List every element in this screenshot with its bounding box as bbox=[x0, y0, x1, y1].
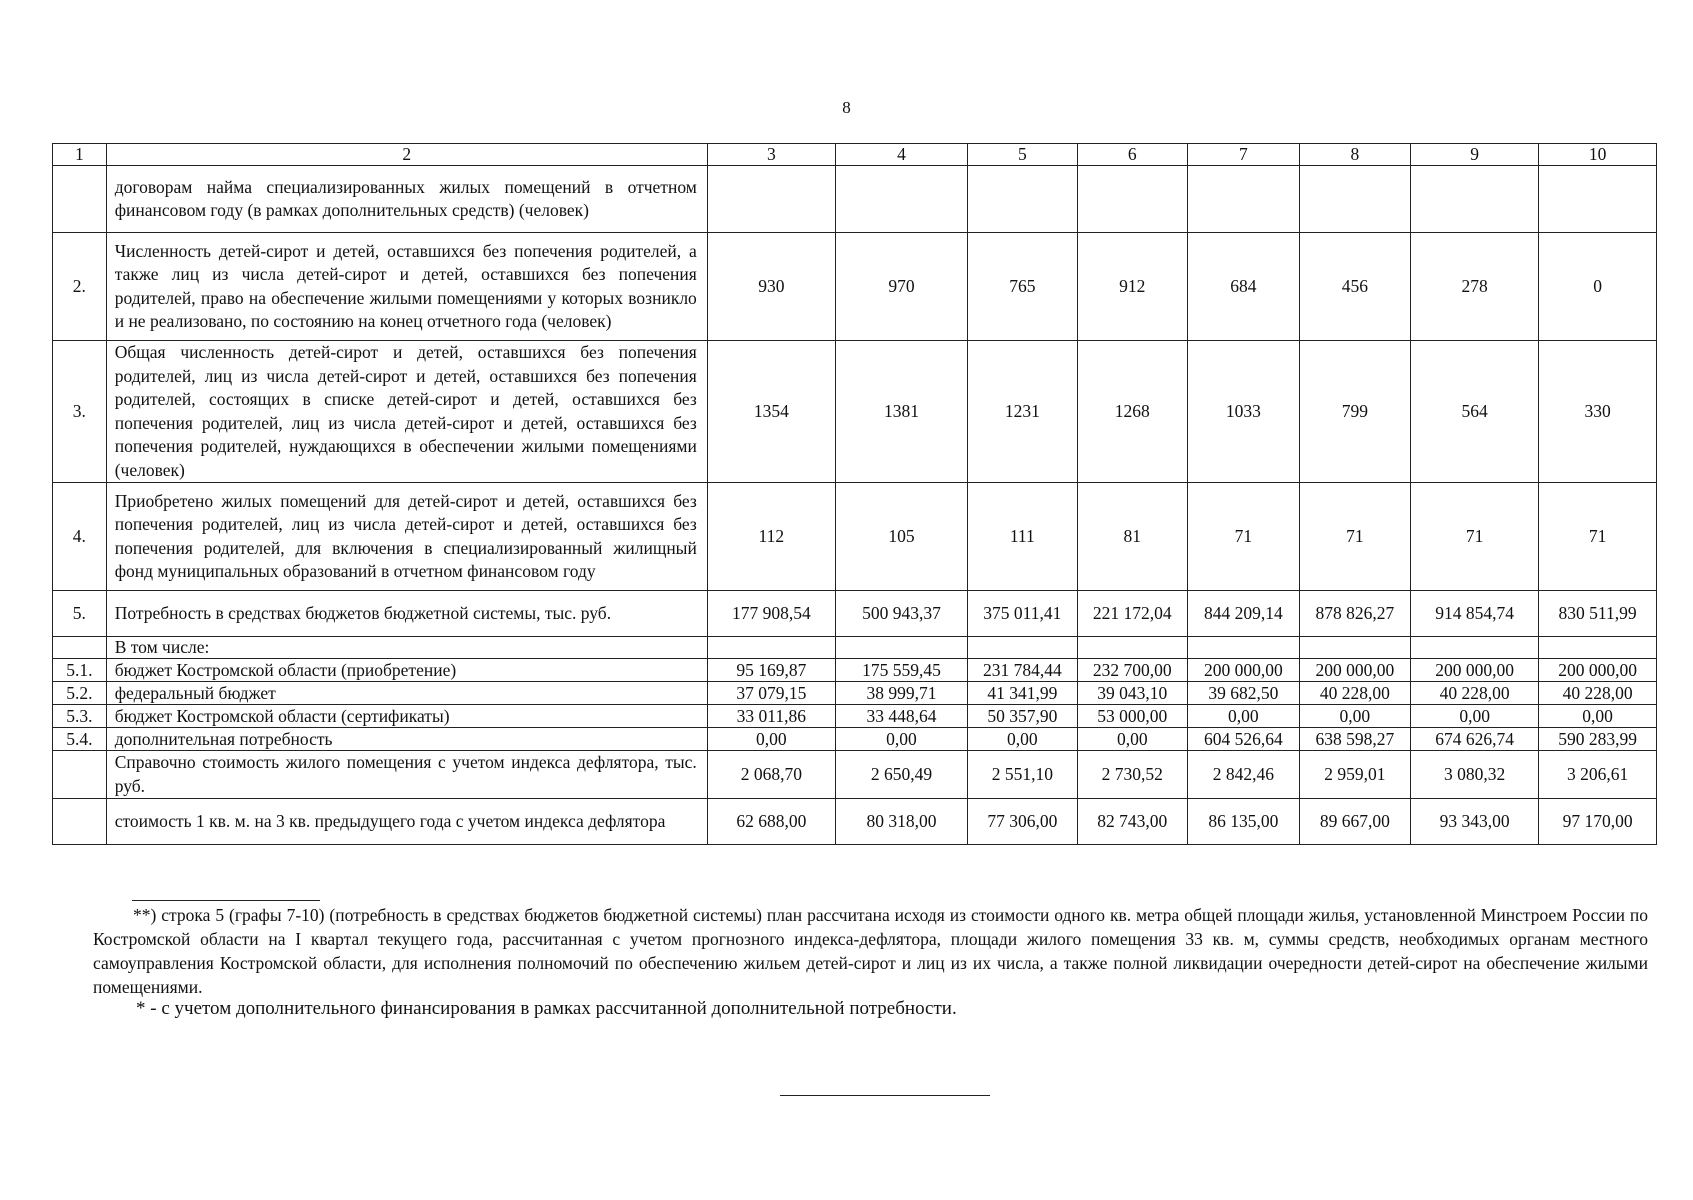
value-cell: 89 667,00 bbox=[1299, 799, 1411, 845]
value-cell: 2 551,10 bbox=[968, 751, 1077, 799]
value-cell bbox=[1411, 166, 1539, 233]
value-cell: 200 000,00 bbox=[1188, 659, 1300, 682]
value-cell: 912 bbox=[1077, 233, 1188, 341]
value-cell bbox=[1299, 637, 1411, 659]
value-cell: 112 bbox=[707, 483, 835, 591]
value-cell: 71 bbox=[1299, 483, 1411, 591]
value-cell: 2 842,46 bbox=[1188, 751, 1300, 799]
value-cell: 105 bbox=[835, 483, 967, 591]
value-cell: 200 000,00 bbox=[1411, 659, 1539, 682]
value-cell: 0,00 bbox=[1188, 705, 1300, 728]
column-header: 1 bbox=[53, 144, 107, 166]
value-cell bbox=[1539, 166, 1657, 233]
table-row bbox=[53, 233, 1657, 341]
table-row bbox=[53, 637, 1657, 659]
value-cell: 80 318,00 bbox=[835, 799, 967, 845]
value-cell: 177 908,54 bbox=[707, 591, 835, 637]
value-cell: 231 784,44 bbox=[968, 659, 1077, 682]
table-row bbox=[53, 728, 1657, 751]
value-cell: 41 341,99 bbox=[968, 682, 1077, 705]
value-cell: 82 743,00 bbox=[1077, 799, 1188, 845]
row-description: Справочно стоимость жилого помещения с учетом индекса дефлятора, тыс. руб. bbox=[106, 751, 707, 799]
value-cell: 590 283,99 bbox=[1539, 728, 1657, 751]
value-cell bbox=[1077, 637, 1188, 659]
value-cell bbox=[968, 166, 1077, 233]
value-cell: 0,00 bbox=[707, 728, 835, 751]
value-cell: 2 068,70 bbox=[707, 751, 835, 799]
end-divider bbox=[780, 1095, 990, 1096]
value-cell: 71 bbox=[1539, 483, 1657, 591]
value-cell: 77 306,00 bbox=[968, 799, 1077, 845]
value-cell: 86 135,00 bbox=[1188, 799, 1300, 845]
value-cell: 53 000,00 bbox=[1077, 705, 1188, 728]
value-cell: 278 bbox=[1411, 233, 1539, 341]
column-header: 2 bbox=[106, 144, 707, 166]
value-cell: 3 206,61 bbox=[1539, 751, 1657, 799]
value-cell: 0,00 bbox=[835, 728, 967, 751]
row-description: Численность детей-сирот и детей, оставшихся без попечения родителей, а также лиц из числа детей-сирот и детей, оставшихся без попечения родителей, право на обеспечение жилыми помещениями у которых возникло и не реализовано, по состоянию на конец отчетного года (человек) bbox=[106, 233, 707, 341]
value-cell: 3 080,32 bbox=[1411, 751, 1539, 799]
row-description: В том числе: bbox=[106, 637, 707, 659]
row-description: дополнительная потребность bbox=[106, 728, 707, 751]
value-cell: 175 559,45 bbox=[835, 659, 967, 682]
value-cell bbox=[968, 637, 1077, 659]
value-cell: 62 688,00 bbox=[707, 799, 835, 845]
column-header: 3 bbox=[707, 144, 835, 166]
value-cell bbox=[707, 166, 835, 233]
value-cell: 330 bbox=[1539, 341, 1657, 483]
row-number: 3. bbox=[53, 341, 107, 483]
row-description: Общая численность детей-сирот и детей, оставшихся без попечения родителей, лиц из числа детей-сирот и детей, оставшихся без попечения родителей, состоящих в списке детей-сирот и детей, оставшихся без попечения родителей, лиц из числа детей-сирот и детей, оставшихся без попечения родителей, нуждающихся в обеспечении жилыми помещениями (человек) bbox=[106, 341, 707, 483]
value-cell: 33 011,86 bbox=[707, 705, 835, 728]
value-cell: 914 854,74 bbox=[1411, 591, 1539, 637]
value-cell: 39 043,10 bbox=[1077, 682, 1188, 705]
value-cell: 878 826,27 bbox=[1299, 591, 1411, 637]
value-cell: 970 bbox=[835, 233, 967, 341]
row-number bbox=[53, 637, 107, 659]
value-cell: 564 bbox=[1411, 341, 1539, 483]
value-cell: 674 626,74 bbox=[1411, 728, 1539, 751]
value-cell: 71 bbox=[1411, 483, 1539, 591]
row-description: Приобретено жилых помещений для детей-сирот и детей, оставшихся без попечения родителей, лиц из числа детей-сирот и детей, оставшихся без попечения родителей, для включения в специализированный жилищный фонд муниципальных образований в отчетном финансовом году bbox=[106, 483, 707, 591]
footnote-2: * - с учетом дополнительного финансирования в рамках рассчитанной дополнительной потребности. bbox=[136, 998, 957, 1019]
value-cell: 765 bbox=[968, 233, 1077, 341]
value-cell: 1231 bbox=[968, 341, 1077, 483]
value-cell bbox=[835, 637, 967, 659]
value-cell bbox=[1411, 637, 1539, 659]
value-cell: 221 172,04 bbox=[1077, 591, 1188, 637]
value-cell: 799 bbox=[1299, 341, 1411, 483]
column-header: 9 bbox=[1411, 144, 1539, 166]
value-cell: 2 959,01 bbox=[1299, 751, 1411, 799]
row-number: 4. bbox=[53, 483, 107, 591]
column-header: 5 bbox=[968, 144, 1077, 166]
footnote-1: **) строка 5 (графы 7-10) (потребность в средствах бюджетов бюджетной системы) план рассчитана исходя из стоимости одного кв. метра общей площади жилья, установленной Минстроем России по Костромской области на I квартал текущего года, рассчитанная с учетом прогнозного индекса-дефлятора, площади жилого помещения 33 кв. м, суммы средств, необходимых органам местного самоуправления Костромской области, для исполнения полномочий по обеспечению жильем детей-сирот и лиц из их числа, а также полной ликвидации очередности детей-сирот на обеспечение жилыми помещениями. bbox=[93, 905, 1648, 997]
value-cell: 38 999,71 bbox=[835, 682, 967, 705]
value-cell: 33 448,64 bbox=[835, 705, 967, 728]
value-cell: 930 bbox=[707, 233, 835, 341]
value-cell: 95 169,87 bbox=[707, 659, 835, 682]
value-cell: 71 bbox=[1188, 483, 1300, 591]
value-cell: 111 bbox=[968, 483, 1077, 591]
value-cell bbox=[1188, 637, 1300, 659]
row-description: Потребность в средствах бюджетов бюджетной системы, тыс. руб. bbox=[106, 591, 707, 637]
value-cell: 1354 bbox=[707, 341, 835, 483]
value-cell: 500 943,37 bbox=[835, 591, 967, 637]
value-cell bbox=[1188, 166, 1300, 233]
value-cell: 1033 bbox=[1188, 341, 1300, 483]
column-header: 8 bbox=[1299, 144, 1411, 166]
value-cell: 0,00 bbox=[1539, 705, 1657, 728]
column-header: 10 bbox=[1539, 144, 1657, 166]
footnote-divider bbox=[132, 900, 320, 901]
value-cell: 0,00 bbox=[1077, 728, 1188, 751]
column-header: 7 bbox=[1188, 144, 1300, 166]
table-row bbox=[53, 341, 1657, 483]
value-cell: 638 598,27 bbox=[1299, 728, 1411, 751]
table-row bbox=[53, 705, 1657, 728]
table-row bbox=[53, 166, 1657, 233]
table-row bbox=[53, 659, 1657, 682]
table-header-row bbox=[53, 144, 1657, 166]
table-row bbox=[53, 799, 1657, 845]
value-cell: 0,00 bbox=[1411, 705, 1539, 728]
value-cell bbox=[1539, 637, 1657, 659]
value-cell: 1268 bbox=[1077, 341, 1188, 483]
value-cell: 1381 bbox=[835, 341, 967, 483]
column-header: 6 bbox=[1077, 144, 1188, 166]
value-cell: 232 700,00 bbox=[1077, 659, 1188, 682]
value-cell: 37 079,15 bbox=[707, 682, 835, 705]
value-cell: 2 650,49 bbox=[835, 751, 967, 799]
row-description: стоимость 1 кв. м. на 3 кв. предыдущего года с учетом индекса дефлятора bbox=[106, 799, 707, 845]
value-cell bbox=[835, 166, 967, 233]
value-cell: 200 000,00 bbox=[1299, 659, 1411, 682]
row-number bbox=[53, 166, 107, 233]
value-cell: 844 209,14 bbox=[1188, 591, 1300, 637]
row-number bbox=[53, 799, 107, 845]
row-number: 5.2. bbox=[53, 682, 107, 705]
value-cell: 375 011,41 bbox=[968, 591, 1077, 637]
value-cell: 0 bbox=[1539, 233, 1657, 341]
row-number: 5.1. bbox=[53, 659, 107, 682]
row-number: 5.3. bbox=[53, 705, 107, 728]
value-cell: 40 228,00 bbox=[1411, 682, 1539, 705]
table-row bbox=[53, 483, 1657, 591]
value-cell: 39 682,50 bbox=[1188, 682, 1300, 705]
value-cell bbox=[1299, 166, 1411, 233]
footnote-block bbox=[93, 903, 1648, 999]
table-row bbox=[53, 682, 1657, 705]
value-cell: 40 228,00 bbox=[1299, 682, 1411, 705]
page-number: 8 bbox=[842, 98, 851, 117]
row-number: 5. bbox=[53, 591, 107, 637]
row-description: бюджет Костромской области (сертификаты) bbox=[106, 705, 707, 728]
value-cell bbox=[707, 637, 835, 659]
value-cell: 456 bbox=[1299, 233, 1411, 341]
table-row bbox=[53, 751, 1657, 799]
value-cell bbox=[1077, 166, 1188, 233]
column-header: 4 bbox=[835, 144, 967, 166]
value-cell: 830 511,99 bbox=[1539, 591, 1657, 637]
value-cell: 200 000,00 bbox=[1539, 659, 1657, 682]
value-cell: 0,00 bbox=[1299, 705, 1411, 728]
value-cell: 81 bbox=[1077, 483, 1188, 591]
row-number: 5.4. bbox=[53, 728, 107, 751]
row-description: федеральный бюджет bbox=[106, 682, 707, 705]
value-cell: 50 357,90 bbox=[968, 705, 1077, 728]
value-cell: 2 730,52 bbox=[1077, 751, 1188, 799]
value-cell: 97 170,00 bbox=[1539, 799, 1657, 845]
row-number bbox=[53, 751, 107, 799]
value-cell: 604 526,64 bbox=[1188, 728, 1300, 751]
value-cell: 0,00 bbox=[968, 728, 1077, 751]
row-number: 2. bbox=[53, 233, 107, 341]
row-description: договорам найма специализированных жилых помещений в отчетном финансовом году (в рамках дополнительных средств) (человек) bbox=[106, 166, 707, 233]
data-table bbox=[52, 143, 1657, 845]
table-row bbox=[53, 591, 1657, 637]
value-cell: 93 343,00 bbox=[1411, 799, 1539, 845]
value-cell: 684 bbox=[1188, 233, 1300, 341]
value-cell: 40 228,00 bbox=[1539, 682, 1657, 705]
row-description: бюджет Костромской области (приобретение) bbox=[106, 659, 707, 682]
